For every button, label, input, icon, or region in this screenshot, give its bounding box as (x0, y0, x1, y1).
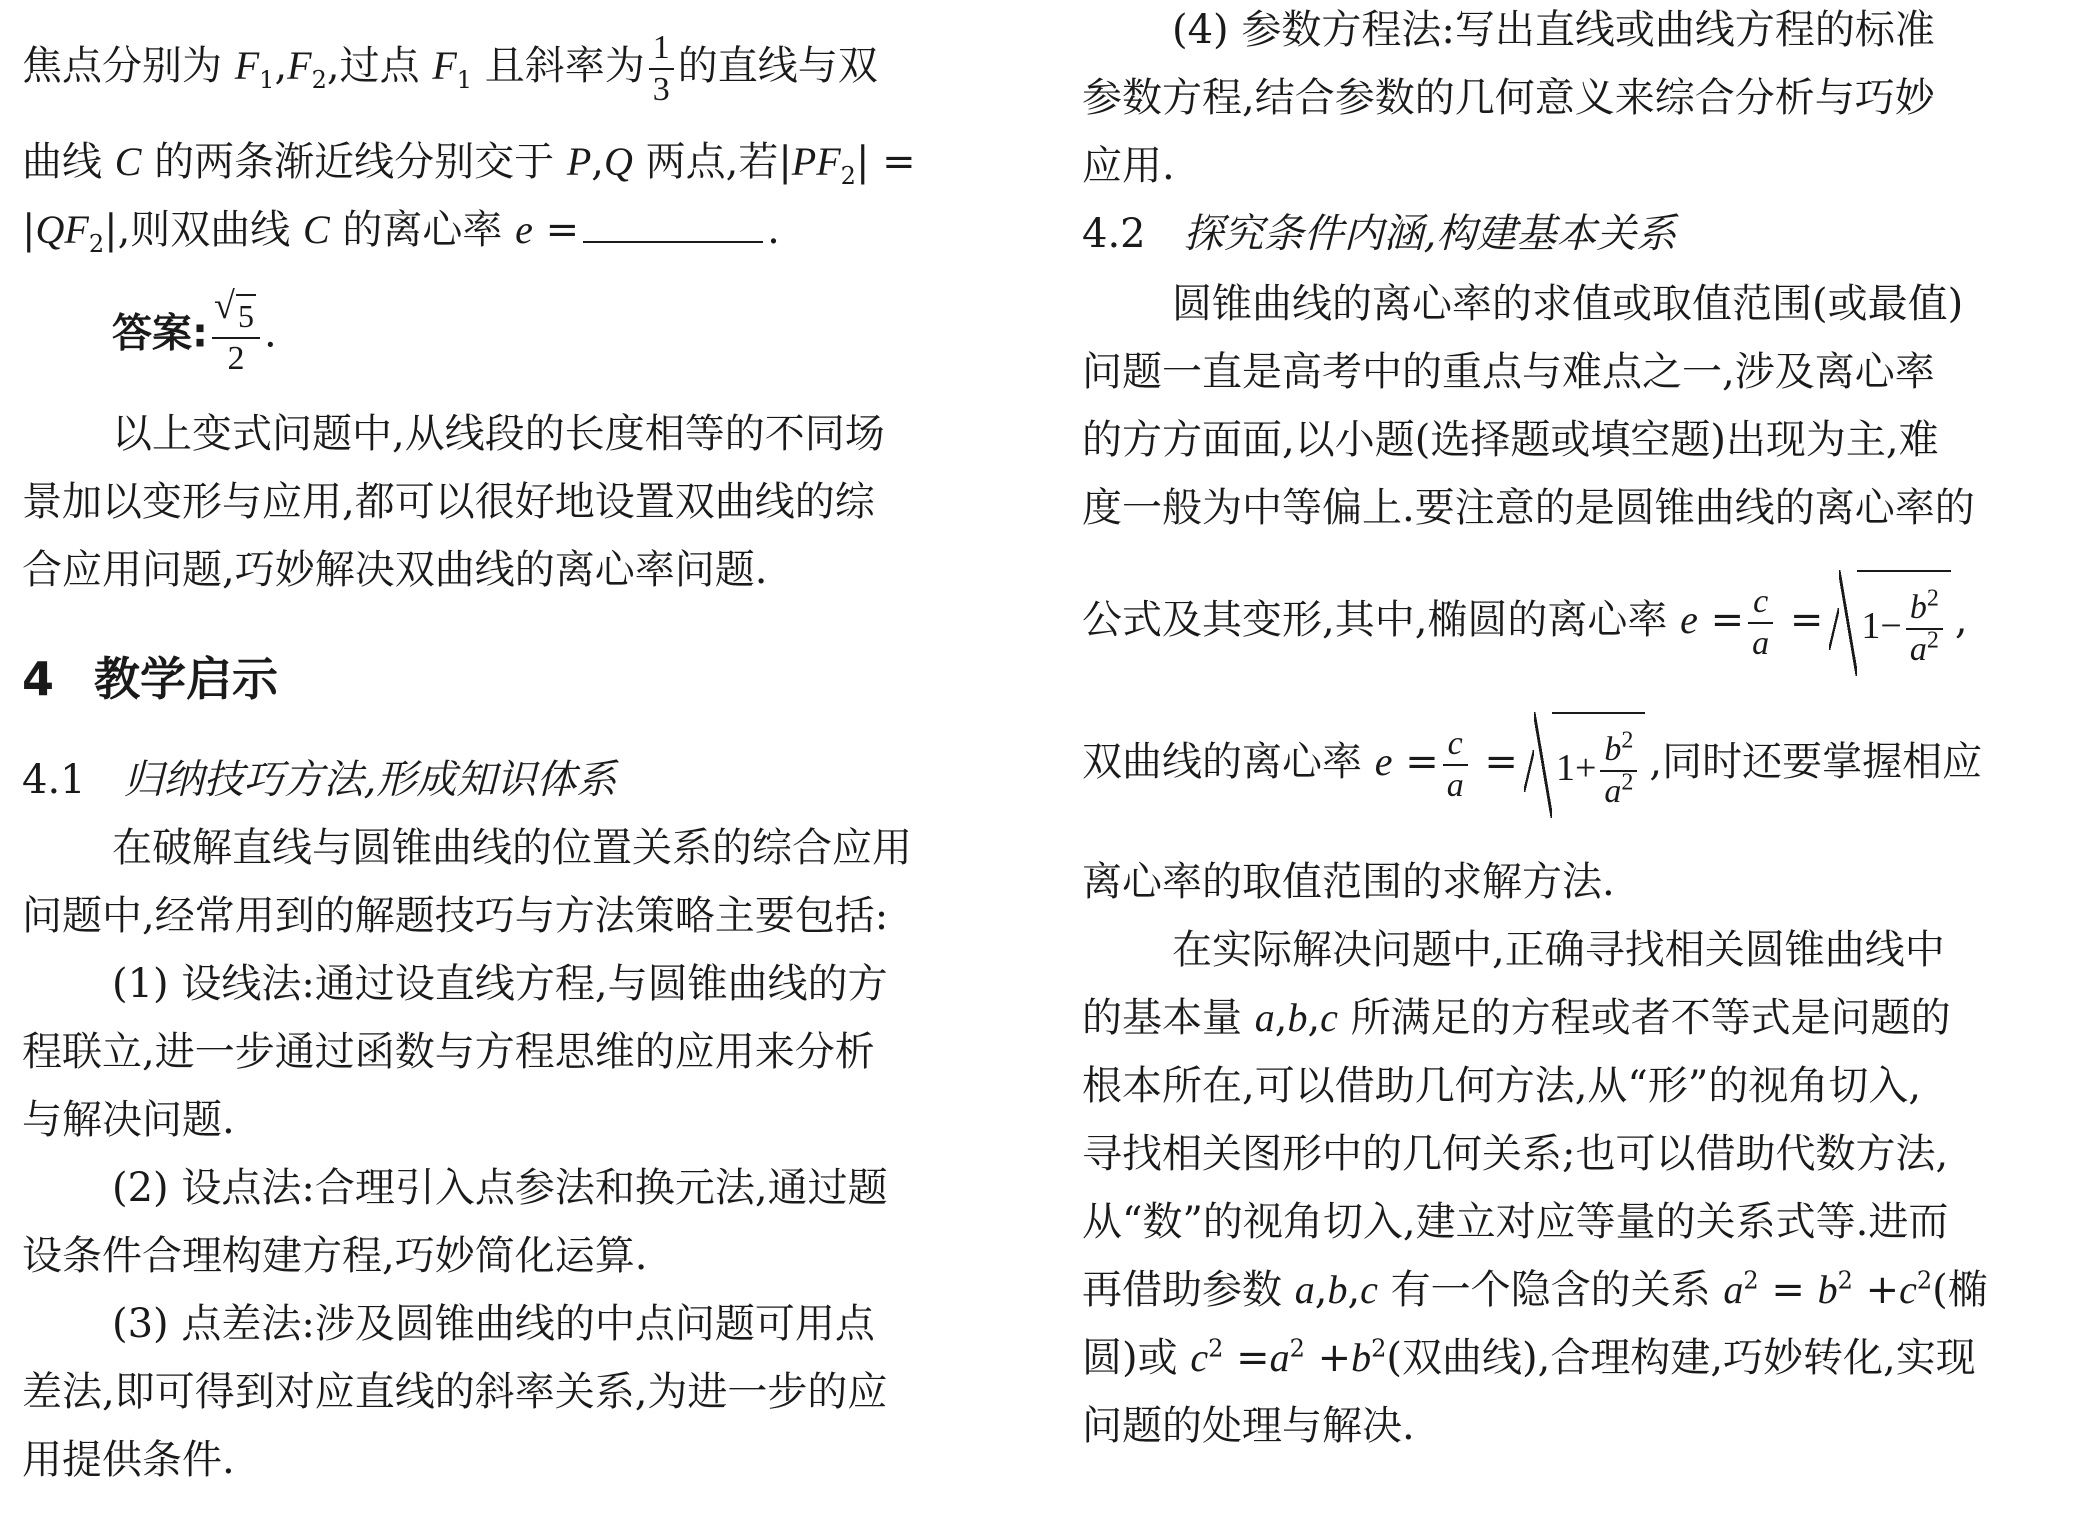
formula-line-ellipse: 公式及其变形,其中,椭圆的离心率 e = $\frac{c}{a}$ = 1− $\frac{b^2}{a^2}$ , (1082, 570, 1968, 680)
paragraph-line: 度一般为中等偏上.要注意的是圆锥曲线的离心率的 (1082, 485, 1975, 531)
paragraph-line: 问题一直是高考中的重点与难点之一,涉及离心率 (1082, 349, 1935, 395)
paragraph-line: 的基本量 a,b,c 所满足的方程或者不等式是问题的 (1082, 995, 1951, 1041)
paragraph-line: 参数方程,结合参数的几何意义来综合分析与巧妙 (1082, 75, 1935, 121)
fraction: $\frac{b^2}{a^2}$ (1906, 588, 1943, 670)
section-number: 4 (22, 652, 55, 706)
paragraph-line: 用提供条件. (22, 1437, 235, 1483)
paragraph-line: 在实际解决问题中,正确寻找相关圆锥曲线中 (1172, 927, 1945, 973)
text-line: 曲线 C 的两条渐近线分别交于 P,Q 两点,若$|PF_2|$ = (22, 139, 916, 190)
paragraph-line: 再借助参数 a,b,c 有一个隐含的关系 $a^2 = b^2 +c^2$(椭 (1082, 1266, 1988, 1313)
paragraph-line: 的方方面面,以小题(选择题或填空题)出现为主,难 (1082, 417, 1939, 463)
paragraph-line: 以上变式问题中,从线段的长度相等的不同场 (112, 411, 885, 457)
section-heading (22, 652, 279, 706)
paragraph-line: 与解决问题. (22, 1097, 235, 1143)
paragraph-line: 问题中,经常用到的解题技巧与方法策略主要包括: (22, 893, 889, 939)
fraction: $\frac{1}{3}$ (649, 28, 674, 110)
answer-fraction: √ $\frac{5}{2}$ (212, 294, 260, 379)
section-title: 教学启示 (94, 652, 279, 706)
paragraph-line: (3) 点差法:涉及圆锥曲线的中点问题可用点 (112, 1301, 875, 1347)
paragraph-line: 差法,即可得到对应直线的斜率关系,为进一步的应 (22, 1369, 888, 1415)
answer-line: 答案: √ $\frac{5}{2}$ . (112, 294, 277, 379)
formula-line-hyperbola: 双曲线的离心率 e = $\frac{c}{a}$ = 1+ $\frac{b^2}{a^2}$ ,同时还要掌握相应 (1082, 712, 1982, 822)
paragraph-line: (4) 参数方程法:写出直线或曲线方程的标准 (1172, 7, 1935, 53)
text-line: 焦点分别为 $F_1,F_2$,过点 $F_1$ 且斜率为 $\frac{1}{3}$ 的直线与双 (22, 29, 878, 108)
paragraph-line: 程联立,进一步通过函数与方程思维的应用来分析 (22, 1029, 875, 1075)
paragraph-line: 设条件合理构建方程,巧妙简化运算. (22, 1233, 648, 1279)
paragraph-line: 圆)或 $c^2 =a^2 +b^2$(双曲线),合理构建,巧妙转化,实现 (1082, 1334, 1976, 1381)
paragraph-line: 根本所在,可以借助几何方法,从“形”的视角切入, (1082, 1063, 1922, 1109)
paragraph-line: 离心率的取值范围的求解方法. (1082, 859, 1615, 905)
answer-label: 答案: (112, 310, 208, 357)
paragraph-line: (2) 设点法:合理引入点参法和换元法,通过题 (112, 1165, 888, 1211)
paragraph-line: 寻找相关图形中的几何关系;也可以借助代数方法, (1082, 1131, 1949, 1177)
paragraph-line: 合应用问题,巧妙解决双曲线的离心率问题. (22, 547, 768, 593)
text-line: $|QF_2|$,则双曲线 C 的离心率 e = . (22, 207, 780, 258)
subsection-heading: 4.2 探究条件内涵,构建基本关系 (1082, 211, 1677, 257)
sqrt-expression: 1+ $\frac{b^2}{a^2}$ (1522, 712, 1645, 818)
fraction: $\frac{c}{a}$ (1748, 582, 1773, 664)
paragraph-line: 从“数”的视角切入,建立对应等量的关系式等.进而 (1082, 1199, 1949, 1245)
answer-blank (583, 211, 763, 243)
sqrt-expression: 1− $\frac{b^2}{a^2}$ (1827, 570, 1950, 676)
paragraph-line: 圆锥曲线的离心率的求值或取值范围(或最值) (1172, 281, 1964, 327)
subsection-heading: 4.1 归纳技巧方法,形成知识体系 (22, 757, 617, 803)
paragraph-line: 在破解直线与圆锥曲线的位置关系的综合应用 (112, 825, 912, 871)
paragraph-line: 问题的处理与解决. (1082, 1403, 1415, 1449)
fraction: $\frac{c}{a}$ (1443, 724, 1468, 806)
paragraph-line: (1) 设线法:通过设直线方程,与圆锥曲线的方 (112, 961, 888, 1007)
paragraph-line: 景加以变形与应用,都可以很好地设置双曲线的综 (22, 479, 875, 525)
fraction: $\frac{b^2}{a^2}$ (1600, 730, 1637, 812)
paragraph-line: 应用. (1082, 143, 1175, 189)
